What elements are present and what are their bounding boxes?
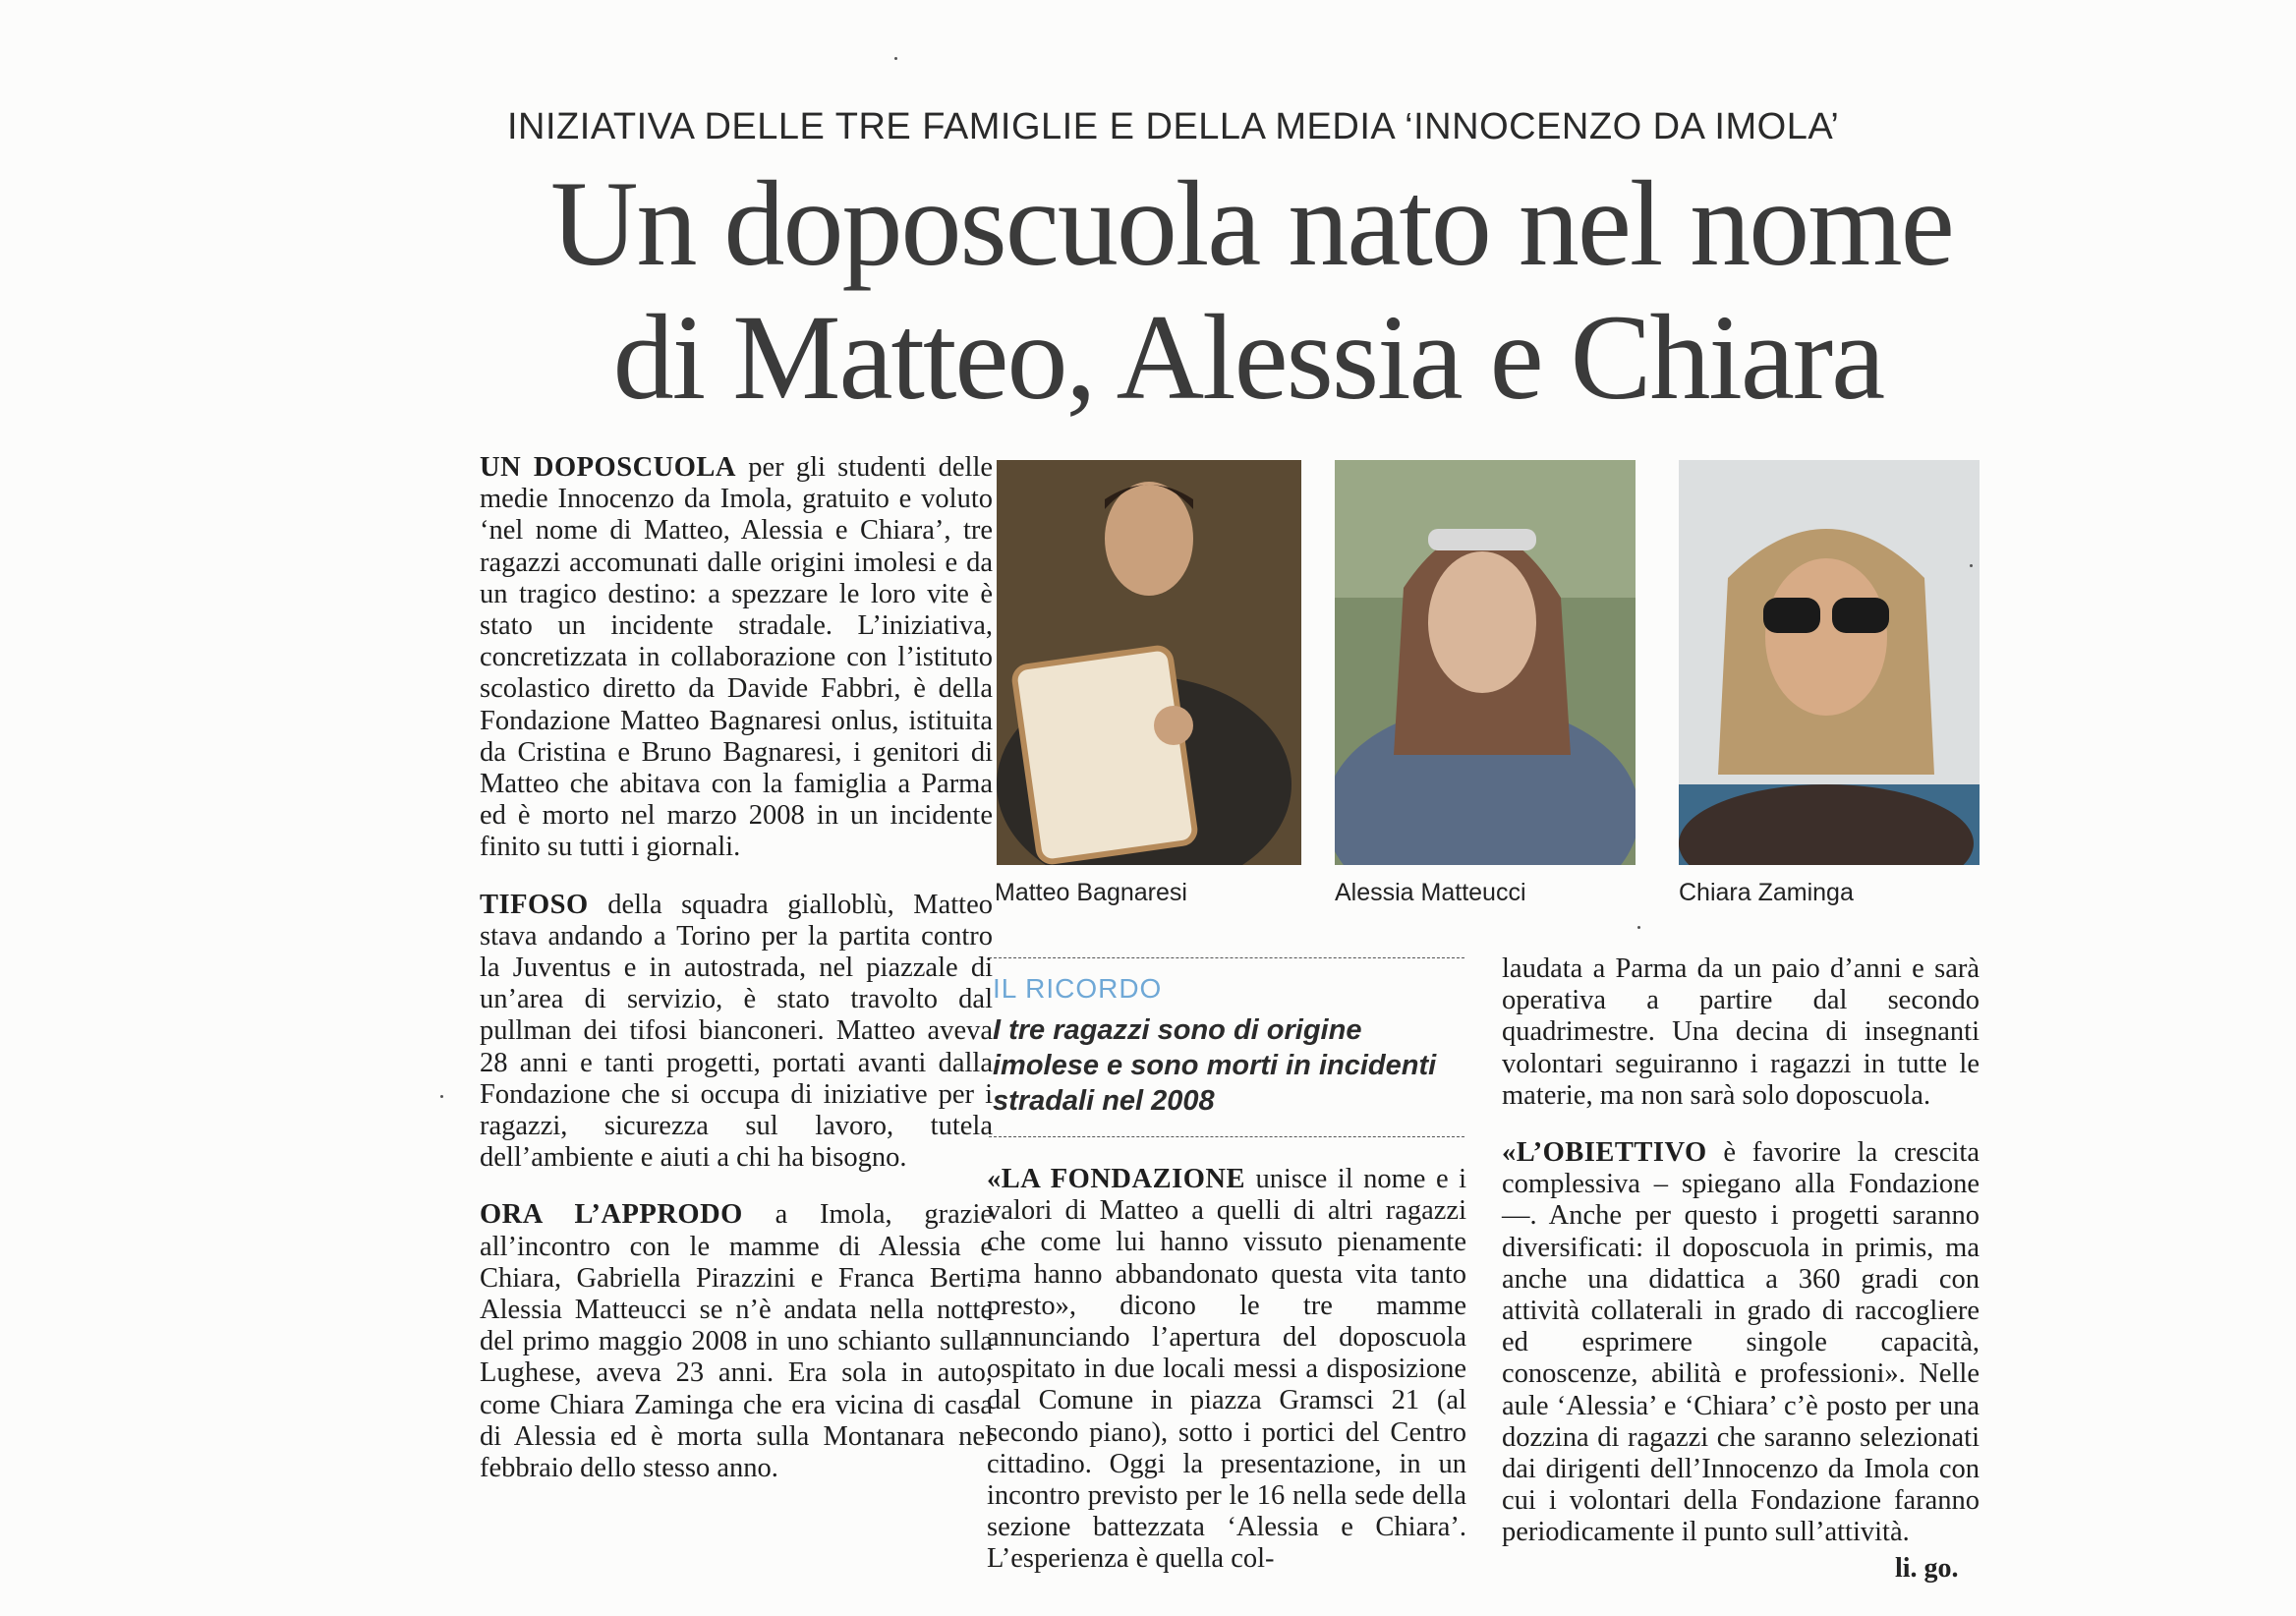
photo-caption: Alessia Matteucci: [1335, 879, 1526, 906]
divider: [989, 1136, 1464, 1137]
paragraph-lead: ORA L’APPRODO: [480, 1199, 743, 1231]
headline-line-2: di Matteo, Alessia e Chiara: [612, 290, 1884, 425]
scan-speck: [894, 57, 897, 60]
paragraph-lead: «LA FONDAZIONE: [987, 1164, 1245, 1194]
paragraph: [1502, 1137, 1980, 1549]
article-column-2: [987, 1164, 1466, 1601]
paragraph: [480, 452, 993, 864]
paragraph-body: unisce il nome e i valori di Matteo a quelli di altri ragazzi che come lui hanno vissuto pienamente ma hanno abbandonato questa vita tanto presto», dicono le tre mamme annunciando l’apertura del doposcuola ospitato in due locali messi a disposizione dal Comune in piazza Gramsci 21 (al secondo piano), sotto i portici del Centro cittadino. Oggi la presentazione, in un incontro previsto per le 16 nella sede della sezione battezzata ‘Alessia e Chiara’. L’esperienza è quella col-: [987, 1164, 1467, 1575]
scan-speck: [440, 1095, 443, 1098]
paragraph-body: della squadra gialloblù, Matteo stava andando a Torino per la partita contro la Juventus e in autostrada, nel piazzale di un’area di servizio, è stato travolto dal pullman dei tifosi bianconeri. Matteo aveva 28 anni e tanti progetti, portati avanti dalla Fondazione che si occupa di iniziative per i ragazzi, sicurezza sul lavoro, tutela dell’ambiente e aiuti a chi ha bisogno.: [480, 889, 993, 1174]
scan-speck: [1637, 926, 1640, 929]
photo-caption: Matteo Bagnaresi: [995, 879, 1187, 906]
divider: [989, 957, 1464, 958]
photo-alessia: [1335, 460, 1636, 865]
paragraph-lead: UN DOPOSCUOLA: [480, 452, 736, 483]
paragraph: [1502, 953, 1980, 1112]
headline-line-1: Un doposcuola nato nel nome: [550, 156, 1953, 291]
paragraph-body: è favorire la crescita complessiva – spiegano alla Fondazione —. Anche per questo i progetti saranno diversificati: il doposcuola in primis, ma anche una didattica a 360 gradi con attività collaterali in grado di raccogliere ed esprimere singole capacità, conoscenze, abilità e professioni». Nelle aule ‘Alessia’ e ‘Chiara’ c’è posto per una dozzina di ragazzi che saranno selezionati dai dirigenti dell’Innocenzo da Imola con cui i volontari della Fondazione faranno periodicamente il punto sull’attività.: [1502, 1137, 1980, 1548]
photo-matteo: [997, 460, 1301, 865]
paragraph-lead: «L’OBIETTIVO: [1502, 1137, 1707, 1169]
paragraph: [987, 1164, 1466, 1576]
paragraph: [480, 890, 993, 1175]
author-signature: li. go.: [1895, 1553, 1959, 1584]
paragraph-body: per gli studenti delle medie Innocenzo da Imola, gratuito e voluto ‘nel nome di Matteo, Alessia e Chiara’, tre ragazzi accomunati dalle origini imolesi e da un tragico destino: a spezzare le loro vite è stato un incidente stradale. L’iniziativa, concretizzata in collaborazione con l’istituto scolastico diretto da Davide Fabbri, è della Fondazione Matteo Bagnaresi onlus, istituita da Cristina e Bruno Bagnaresi, i genitori di Matteo che abitava con la famiglia a Parma ed è morto nel marzo 2008 in un incidente finito su tutti i giornali.: [480, 452, 994, 863]
ricordo-label: IL RICORDO: [993, 973, 1163, 1004]
article-kicker: INIZIATIVA DELLE TRE FAMIGLIE E DELLA MEDIA ‘INNOCENZO DA IMOLA’: [507, 106, 1840, 147]
photo-caption: Chiara Zaminga: [1679, 879, 1854, 906]
paragraph-body: a Imola, grazie all’incontro con le mamme di Alessia e Chiara, Gabriella Pirazzini e Franca Berti. Alessia Matteucci se n’è andata nella notte del primo maggio 2008 in uno schianto sulla Lughese, aveva 23 anni. Era sola in auto, come Chiara Zaminga che era vicina di casa di Alessia ed è morta sulla Montanara nel febbraio dello stesso anno.: [480, 1199, 994, 1484]
scan-speck: [1970, 564, 1973, 567]
paragraph-body: laudata a Parma da un paio d’anni e sarà operativa a partire dal secondo quadrimestre. Una decina di insegnanti volontari seguiranno i ragazzi in tutte le materie, ma non sarà solo doposcuola.: [1502, 953, 1980, 1111]
article-column-3: [1502, 953, 1980, 1575]
paragraph-lead: TIFOSO: [480, 889, 589, 920]
photo-chiara: [1679, 460, 1980, 865]
article-column-1: [480, 452, 993, 1510]
ricordo-quote: I tre ragazzi sono di origine imolese e sono morti in incidenti stradali nel 2008: [993, 1014, 1437, 1117]
paragraph: [480, 1199, 993, 1484]
